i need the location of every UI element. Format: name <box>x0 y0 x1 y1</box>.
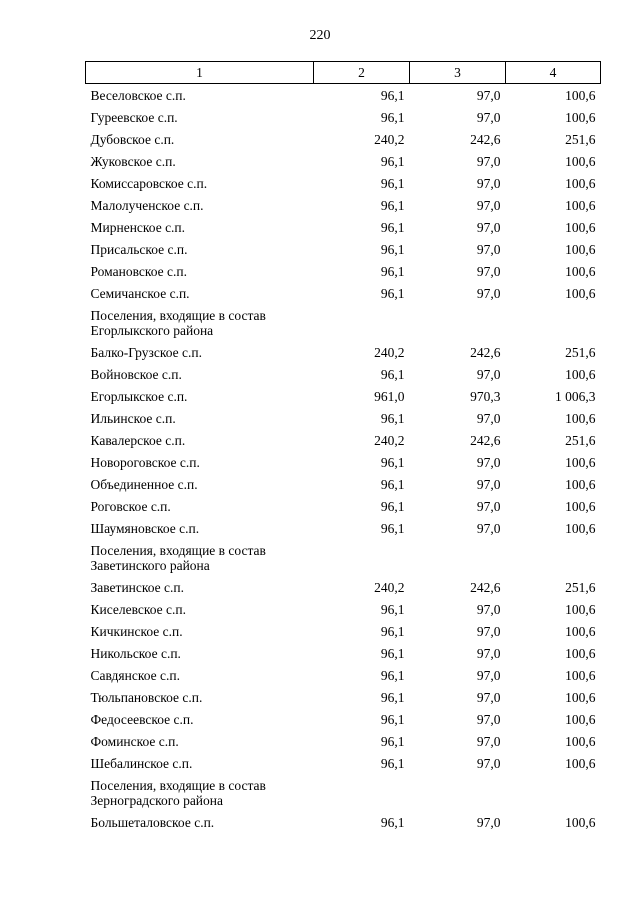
value-col-3: 97,0 <box>476 520 501 536</box>
settlement-name: Никольское с.п. <box>90 645 181 661</box>
table-row <box>86 620 601 642</box>
value-col-3: 242,6 <box>470 344 501 360</box>
settlement-name: Тюльпановское с.п. <box>90 689 203 705</box>
value-col-2: 96,1 <box>380 454 405 470</box>
settlement-group-label: Поселения, входящие в состав Зерноградского района <box>90 777 266 808</box>
value-col-3: 97,0 <box>476 109 501 125</box>
value-col-4: 100,6 <box>565 153 596 169</box>
value-col-2: 96,1 <box>380 175 405 191</box>
table-row <box>86 642 601 664</box>
table-row <box>86 363 601 385</box>
value-col-4: 100,6 <box>565 88 596 103</box>
value-col-4: 100,6 <box>565 711 596 727</box>
value-col-3: 97,0 <box>476 623 501 639</box>
settlement-name: Роговское с.п. <box>90 498 171 514</box>
value-col-2: 96,1 <box>380 814 405 830</box>
value-col-2: 240,2 <box>374 131 405 147</box>
table-row <box>86 730 601 752</box>
table-row <box>86 811 601 833</box>
value-col-2: 96,1 <box>380 755 405 771</box>
value-col-3: 97,0 <box>476 241 501 257</box>
value-col-2: 96,1 <box>380 153 405 169</box>
table-row <box>86 172 601 194</box>
value-col-2: 96,1 <box>380 109 405 125</box>
group-header-row <box>86 539 601 576</box>
value-col-3: 97,0 <box>476 755 501 771</box>
settlement-name: Новороговское с.п. <box>90 454 200 470</box>
value-col-3: 97,0 <box>476 88 501 103</box>
value-col-2: 240,2 <box>374 579 405 595</box>
table-row <box>86 598 601 620</box>
column-header-4: 4 <box>506 62 601 84</box>
settlement-name: Шаумяновское с.п. <box>90 520 200 536</box>
value-col-3: 97,0 <box>476 498 501 514</box>
settlement-name: Присальское с.п. <box>90 241 188 257</box>
table-row <box>86 686 601 708</box>
empty-cell <box>410 304 506 341</box>
value-col-2: 96,1 <box>380 645 405 661</box>
value-col-4: 100,6 <box>565 814 596 830</box>
value-col-3: 970,3 <box>470 388 501 404</box>
table-row <box>86 473 601 495</box>
value-col-2: 96,1 <box>380 219 405 235</box>
value-col-2: 96,1 <box>380 711 405 727</box>
value-col-3: 97,0 <box>476 410 501 426</box>
table-body <box>86 84 601 833</box>
table-row <box>86 84 601 106</box>
settlement-name: Кавалерское с.п. <box>90 432 186 448</box>
settlement-name: Жуковское с.п. <box>90 153 176 169</box>
empty-cell <box>506 539 601 576</box>
settlement-name: Заветинское с.п. <box>90 579 185 595</box>
value-col-4: 251,6 <box>565 131 596 147</box>
value-col-4: 100,6 <box>565 263 596 279</box>
table-row <box>86 194 601 216</box>
value-col-4: 100,6 <box>565 520 596 536</box>
settlement-name: Семичанское с.п. <box>90 285 190 301</box>
value-col-4: 100,6 <box>565 454 596 470</box>
table-row <box>86 451 601 473</box>
value-col-2: 961,0 <box>374 388 405 404</box>
settlement-name: Гуреевское с.п. <box>90 109 178 125</box>
value-col-3: 97,0 <box>476 454 501 470</box>
column-header-2: 2 <box>314 62 410 84</box>
table-row <box>86 385 601 407</box>
value-col-4: 100,6 <box>565 109 596 125</box>
value-col-3: 97,0 <box>476 711 501 727</box>
value-col-4: 100,6 <box>565 241 596 257</box>
value-col-2: 96,1 <box>380 601 405 617</box>
table-row <box>86 752 601 774</box>
table-row <box>86 282 601 304</box>
settlement-name: Войновское с.п. <box>90 366 182 382</box>
value-col-4: 100,6 <box>565 219 596 235</box>
value-col-3: 97,0 <box>476 689 501 705</box>
value-col-3: 97,0 <box>476 814 501 830</box>
value-col-4: 100,6 <box>565 197 596 213</box>
value-col-3: 97,0 <box>476 219 501 235</box>
settlement-group-label: Поселения, входящие в состав Заветинского района <box>90 542 266 573</box>
settlement-name: Большеталовское с.п. <box>90 814 215 830</box>
value-col-3: 97,0 <box>476 733 501 749</box>
value-col-3: 97,0 <box>476 366 501 382</box>
settlement-name: Малолученское с.п. <box>90 197 204 213</box>
value-col-2: 96,1 <box>380 689 405 705</box>
value-col-2: 96,1 <box>380 733 405 749</box>
settlement-name: Савдянское с.п. <box>90 667 180 683</box>
value-col-3: 242,6 <box>470 579 501 595</box>
value-col-2: 96,1 <box>380 623 405 639</box>
settlement-name: Балко-Грузское с.п. <box>90 344 202 360</box>
value-col-4: 251,6 <box>565 344 596 360</box>
empty-cell <box>314 304 410 341</box>
table-row <box>86 429 601 451</box>
value-col-2: 96,1 <box>380 366 405 382</box>
value-col-4: 251,6 <box>565 579 596 595</box>
value-col-4: 100,6 <box>565 476 596 492</box>
table-row <box>86 495 601 517</box>
settlement-name: Веселовское с.п. <box>90 88 186 103</box>
value-col-2: 96,1 <box>380 520 405 536</box>
value-col-2: 96,1 <box>380 197 405 213</box>
page-number: 220 <box>309 28 331 43</box>
empty-cell <box>506 304 601 341</box>
settlement-name: Егорлыкское с.п. <box>90 388 188 404</box>
value-col-4: 100,6 <box>565 498 596 514</box>
column-header-1: 1 <box>86 62 314 84</box>
value-col-4: 100,6 <box>565 667 596 683</box>
value-col-2: 96,1 <box>380 263 405 279</box>
settlement-name: Комиссаровское с.п. <box>90 175 208 191</box>
table-row <box>86 106 601 128</box>
value-col-3: 97,0 <box>476 285 501 301</box>
value-col-3: 242,6 <box>470 131 501 147</box>
value-col-4: 100,6 <box>565 645 596 661</box>
value-col-2: 96,1 <box>380 498 405 514</box>
header-row <box>86 62 601 84</box>
table-row <box>86 664 601 686</box>
value-col-2: 96,1 <box>380 285 405 301</box>
value-col-4: 100,6 <box>565 175 596 191</box>
table-row <box>86 407 601 429</box>
table-row <box>86 576 601 598</box>
settlement-name: Шебалинское с.п. <box>90 755 193 771</box>
settlement-name: Романовское с.п. <box>90 263 187 279</box>
value-col-2: 240,2 <box>374 344 405 360</box>
settlement-name: Объединенное с.п. <box>90 476 198 492</box>
value-col-2: 96,1 <box>380 88 405 103</box>
value-col-3: 97,0 <box>476 197 501 213</box>
value-col-4: 100,6 <box>565 410 596 426</box>
settlement-name: Фоминское с.п. <box>90 733 179 749</box>
value-col-2: 96,1 <box>380 667 405 683</box>
empty-cell <box>314 774 410 811</box>
table-row <box>86 128 601 150</box>
value-col-2: 96,1 <box>380 241 405 257</box>
value-col-4: 100,6 <box>565 366 596 382</box>
value-col-3: 242,6 <box>470 432 501 448</box>
value-col-2: 96,1 <box>380 476 405 492</box>
table-row <box>86 150 601 172</box>
group-header-row <box>86 774 601 811</box>
empty-cell <box>410 774 506 811</box>
value-col-4: 100,6 <box>565 285 596 301</box>
value-col-4: 1 006,3 <box>555 388 596 404</box>
value-col-3: 97,0 <box>476 263 501 279</box>
settlement-name: Кичкинское с.п. <box>90 623 183 639</box>
table-row <box>86 517 601 539</box>
value-col-4: 100,6 <box>565 601 596 617</box>
table-row <box>86 708 601 730</box>
empty-cell <box>410 539 506 576</box>
settlement-name: Дубовское с.п. <box>90 131 175 147</box>
value-col-3: 97,0 <box>476 476 501 492</box>
data-table <box>85 61 601 833</box>
value-col-4: 251,6 <box>565 432 596 448</box>
value-col-4: 100,6 <box>565 733 596 749</box>
table-row <box>86 238 601 260</box>
empty-cell <box>314 539 410 576</box>
settlement-name: Киселевское с.п. <box>90 601 187 617</box>
table-row <box>86 341 601 363</box>
value-col-2: 240,2 <box>374 432 405 448</box>
value-col-4: 100,6 <box>565 623 596 639</box>
settlement-name: Ильинское с.п. <box>90 410 176 426</box>
value-col-3: 97,0 <box>476 645 501 661</box>
column-header-3: 3 <box>410 62 506 84</box>
settlement-name: Федосеевское с.п. <box>90 711 194 727</box>
table-row <box>86 216 601 238</box>
value-col-3: 97,0 <box>476 601 501 617</box>
value-col-4: 100,6 <box>565 755 596 771</box>
value-col-3: 97,0 <box>476 175 501 191</box>
group-header-row <box>86 304 601 341</box>
settlement-name: Мирненское с.п. <box>90 219 186 235</box>
table-row <box>86 260 601 282</box>
value-col-3: 97,0 <box>476 667 501 683</box>
value-col-3: 97,0 <box>476 153 501 169</box>
value-col-4: 100,6 <box>565 689 596 705</box>
settlement-group-label: Поселения, входящие в состав Егорлыкского района <box>90 307 266 338</box>
empty-cell <box>506 774 601 811</box>
value-col-2: 96,1 <box>380 410 405 426</box>
